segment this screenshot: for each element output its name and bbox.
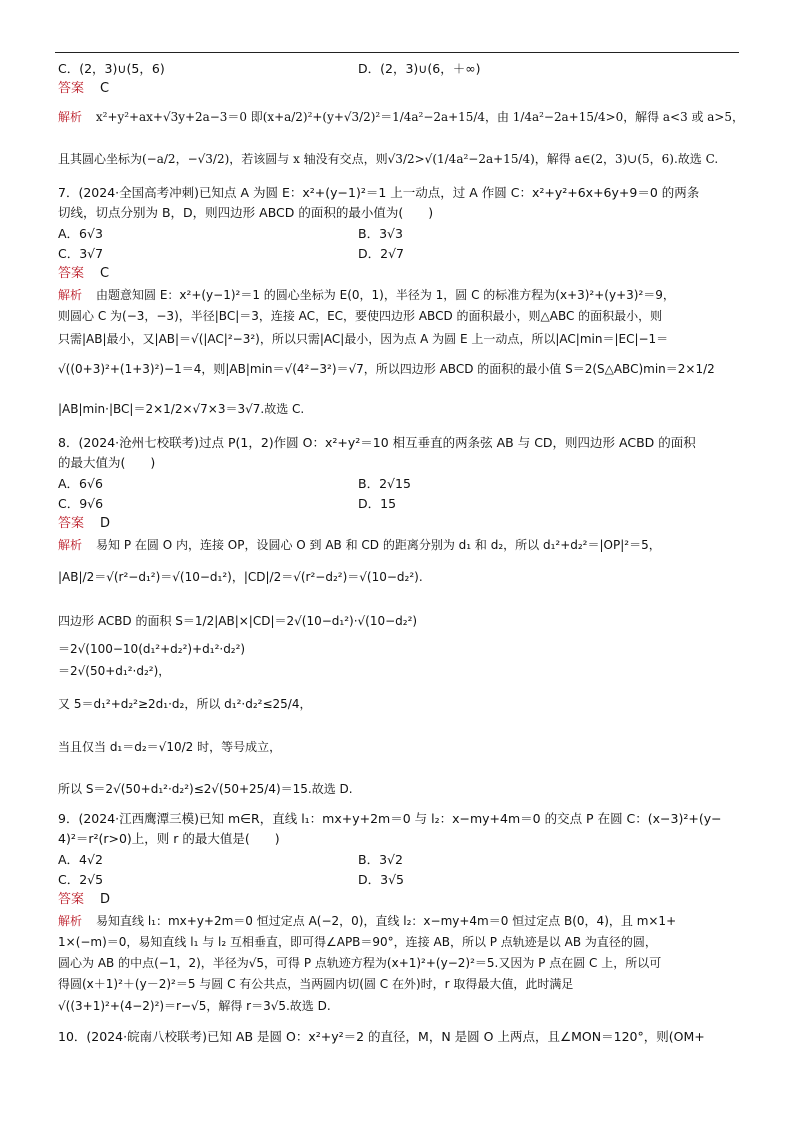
analysis-text: 易知 P 在圆 O 内，连接 OP，设圆心 O 到 AB 和 CD 的距离分别为 d₁ 和 d₂，所以 d₁²+d₂²＝|OP|²＝5， (96, 538, 661, 552)
q9-stem-line-2: 4)²＝r²(r>0)上，则 r 的最大值是( ) (58, 831, 280, 846)
q8-analysis-line-5: ＝2√(50+d₁²·d₂²)， (58, 664, 171, 678)
q7-analysis-line-1 (58, 286, 675, 304)
q7-option-b: B．3√3 (358, 226, 403, 241)
q9-analysis-line-1 (58, 912, 676, 930)
answer-value: D (100, 516, 111, 531)
q6-answer (58, 80, 109, 98)
q7-option-c: C．3√7 (58, 246, 104, 261)
q9-stem-line-1: 9．(2024·江西鹰潭三模)已知 m∈R，直线 l₁：mx+y+2m＝0 与 l₂：x−my+4m＝0 的交点 P 在圆 C：(x−3)²+(y− (58, 811, 722, 826)
analysis-label: 解析 (58, 110, 82, 124)
q8-analysis-line-7: 当且仅当 d₁＝d₂＝√10/2 时，等号成立， (58, 740, 282, 754)
answer-label: 答案 (58, 892, 85, 907)
q6-analysis-line-2: 且其圆心坐标为(−a/2，−√3/2)，若该圆与 x 轴没有交点，则√3/2>√(1/4a²−2a+15/4)，解得 a∈(2，3)∪(5，6).故选 C. (58, 152, 719, 166)
q9-analysis-line-3: 圆心为 AB 的中点(−1，2)，半径为√5，可得 P 点轨迹方程为(x+1)²+(y−2)²＝5.又因为 P 点在圆 C 上，所以可 (58, 956, 662, 970)
q9-option-c: C．2√5 (58, 872, 104, 887)
q8-stem-line-2: 的最大值为( ) (58, 455, 156, 470)
q9-answer (58, 891, 110, 909)
q10-stem-line-1: 10．(2024·皖南八校联考)已知 AB 是圆 O：x²+y²＝2 的直径，M，N 是圆 O 上两点，且∠MON＝120°，则(OM+ (58, 1029, 705, 1044)
answer-value: D (100, 892, 111, 907)
q7-answer (58, 265, 109, 283)
answer-label: 答案 (58, 81, 85, 96)
q9-analysis-line-5: √((3+1)²+(4−2)²)＝r−√5，解得 r＝3√5.故选 D. (58, 999, 331, 1013)
q7-analysis-line-5: |AB|min·|BC|＝2×1/2×√7×3＝3√7.故选 C. (58, 402, 305, 416)
q6-analysis-line-1 (58, 108, 744, 126)
answer-value: C (100, 81, 110, 96)
q9-option-b: B．3√2 (358, 852, 403, 867)
analysis-text: x²+y²+ax+√3y+2a−3＝0 即(x+a/2)²+(y+√3/2)²＝1/4a²−2a+15/4，由 1/4a²−2a+15/4>0，解得 a<3 或 a>5， (95, 110, 744, 124)
q8-analysis-line-8: 所以 S＝2√(50+d₁²·d₂²)≤2√(50+25/4)＝15.故选 D. (58, 782, 353, 796)
analysis-label: 解析 (58, 914, 83, 928)
q8-option-b: B．2√15 (358, 476, 411, 491)
q8-analysis-line-2: |AB|/2＝√(r²−d₁²)＝√(10−d₁²)，|CD|/2＝√(r²−d₂²)＝√(10−d₂²). (58, 570, 423, 584)
q8-analysis-line-3: 四边形 ACBD 的面积 S＝1/2|AB|×|CD|＝2√(10−d₁²)·√(10−d₂²) (58, 614, 418, 628)
q8-option-d: D．15 (358, 496, 397, 511)
q7-analysis-line-3: 只需|AB|最小，又|AB|＝√(|AC|²−3²)，所以只需|AC|最小，因为点 A 为圆 E 上一动点，所以|AC|min＝|EC|−1＝ (58, 332, 669, 346)
q8-option-c: C．9√6 (58, 496, 104, 511)
q9-option-d: D．3√5 (358, 872, 404, 887)
analysis-text: 易知直线 l₁：mx+y+2m＝0 恒过定点 A(−2，0)，直线 l₂：x−my+4m＝0 恒过定点 B(0，4)，且 m×1+ (96, 914, 677, 928)
q6-option-c: C．(2，3)∪(5，6) (58, 61, 165, 76)
q7-stem-line-1: 7．(2024·全国高考冲刺)已知点 A 为圆 E：x²+(y−1)²＝1 上一动点，过 A 作圆 C：x²+y²+6x+6y+9＝0 的两条 (58, 185, 700, 200)
q8-analysis-line-1 (58, 536, 661, 554)
answer-label: 答案 (58, 516, 85, 531)
q8-answer (58, 515, 110, 533)
answer-value: C (100, 266, 110, 281)
analysis-text: 由题意知圆 E：x²+(y−1)²＝1 的圆心坐标为 E(0，1)，半径为 1，圆 C 的标准方程为(x+3)²+(y+3)²＝9， (96, 288, 675, 302)
q7-analysis-line-4: √((0+3)²+(1+3)²)−1＝4，则|AB|min＝√(4²−3²)＝√7，所以四边形 ABCD 的面积的最小值 S＝2(S△ABC)min＝2×1/2 (58, 362, 715, 376)
q9-option-a: A．4√2 (58, 852, 103, 867)
analysis-label: 解析 (58, 538, 83, 552)
q8-analysis-line-6: 又 5＝d₁²+d₂²≥2d₁·d₂，所以 d₁²·d₂²≤25/4， (58, 697, 312, 711)
analysis-label: 解析 (58, 288, 83, 302)
q7-option-a: A．6√3 (58, 226, 103, 241)
q8-stem-line-1: 8．(2024·沧州七校联考)过点 P(1，2)作圆 O：x²+y²＝10 相互垂直的两条弦 AB 与 CD，则四边形 ACBD 的面积 (58, 435, 696, 450)
q8-analysis-line-4: ＝2√(100−10(d₁²+d₂²)+d₁²·d₂²) (58, 642, 246, 656)
q7-option-d: D．2√7 (358, 246, 404, 261)
q7-analysis-line-2: 则圆心 C 为(−3，−3)，半径|BC|＝3，连接 AC，EC，要使四边形 ABCD 的面积最小，则△ABC 的面积最小，则 (58, 309, 663, 323)
q9-analysis-line-2: 1×(−m)＝0，易知直线 l₁ 与 l₂ 互相垂直，即可得∠APB＝90°，连接 AB，所以 P 点轨迹是以 AB 为直径的圆， (58, 935, 657, 949)
header-rule (55, 52, 739, 53)
q6-option-d: D．(2，3)∪(6，＋∞) (358, 61, 481, 76)
answer-label: 答案 (58, 266, 85, 281)
q8-option-a: A．6√6 (58, 476, 103, 491)
q7-stem-line-2: 切线，切点分别为 B，D，则四边形 ABCD 的面积的最小值为( ) (58, 205, 434, 220)
q9-analysis-line-4: 得圆(x＋1)²＋(y－2)²＝5 与圆 C 有公共点，当两圆内切(圆 C 在外)时，r 取得最大值，此时满足 (58, 977, 574, 991)
